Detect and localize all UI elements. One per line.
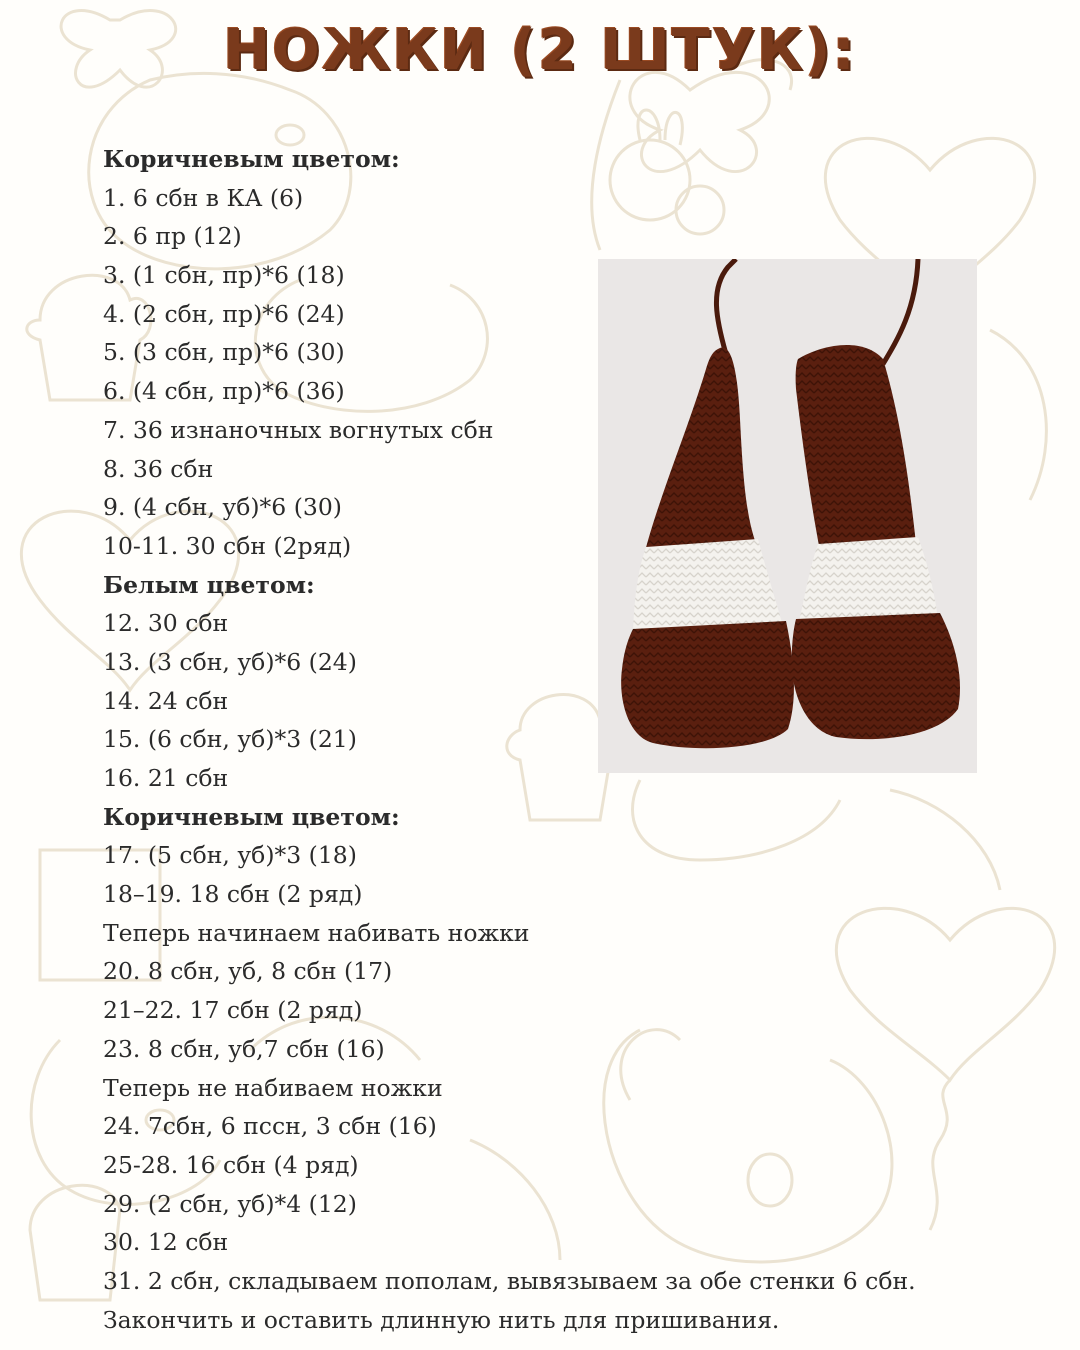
instruction-line: 29. (2 сбн, уб)*4 (12) (103, 1189, 357, 1218)
instruction-line: 8. 36 сбн (103, 454, 214, 483)
section-heading: Белым цветом: (103, 570, 315, 599)
section-heading: Коричневым цветом: (103, 802, 400, 831)
instruction-line: Закончить и оставить длинную нить для пришивания. (103, 1305, 780, 1334)
instruction-line: 17. (5 сбн, уб)*3 (18) (103, 841, 357, 870)
instruction-line: 15. (6 сбн, уб)*3 (21) (103, 725, 357, 754)
instruction-line: 23. 8 сбн, уб,7 сбн (16) (103, 1034, 385, 1063)
instruction-line: 18–19. 18 сбн (2 ряд) (103, 880, 363, 909)
instruction-line: 21–22. 17 сбн (2 ряд) (103, 996, 363, 1025)
instruction-line: 5. (3 сбн, пр)*6 (30) (103, 338, 345, 367)
instruction-line: 25-28. 16 сбн (4 ряд) (103, 1150, 359, 1179)
instruction-line: 4. (2 сбн, пр)*6 (24) (103, 299, 345, 328)
instruction-line: 14. 24 сбн (103, 686, 229, 715)
instruction-line: 12. 30 сбн (103, 609, 229, 638)
instruction-line: 24. 7сбн, 6 пссн, 3 сбн (16) (103, 1112, 437, 1141)
instruction-line: 3. (1 сбн, пр)*6 (18) (103, 261, 345, 290)
instruction-line: Теперь начинаем набивать ножки (103, 918, 530, 947)
page-title: НОЖКИ (2 ШТУК): (223, 18, 857, 83)
instruction-line: 16. 21 сбн (103, 764, 229, 792)
instruction-line: 1. 6 сбн в КА (6) (103, 183, 304, 212)
instruction-line: 7. 36 изнаночных вогнутых сбн (103, 415, 494, 444)
crochet-legs-photo (598, 259, 977, 773)
section-heading: Коричневым цветом: (103, 145, 400, 173)
instruction-line: Теперь не набиваем ножки (103, 1073, 443, 1102)
instruction-line: 2. 6 пр (12) (103, 222, 242, 251)
instruction-line: 9. (4 сбн, уб)*6 (30) (103, 493, 342, 522)
instruction-line: 13. (3 сбн, уб)*6 (24) (103, 647, 357, 676)
instruction-line: 10-11. 30 сбн (2ряд) (103, 531, 352, 560)
instruction-line: 30. 12 сбн (103, 1228, 229, 1257)
instruction-line: 31. 2 сбн, складываем пополам, вывязываем за обе стенки 6 сбн. (103, 1266, 916, 1295)
instruction-line: 6. (4 сбн, пр)*6 (36) (103, 377, 345, 406)
instruction-line: 20. 8 сбн, уб, 8 сбн (17) (103, 957, 393, 986)
